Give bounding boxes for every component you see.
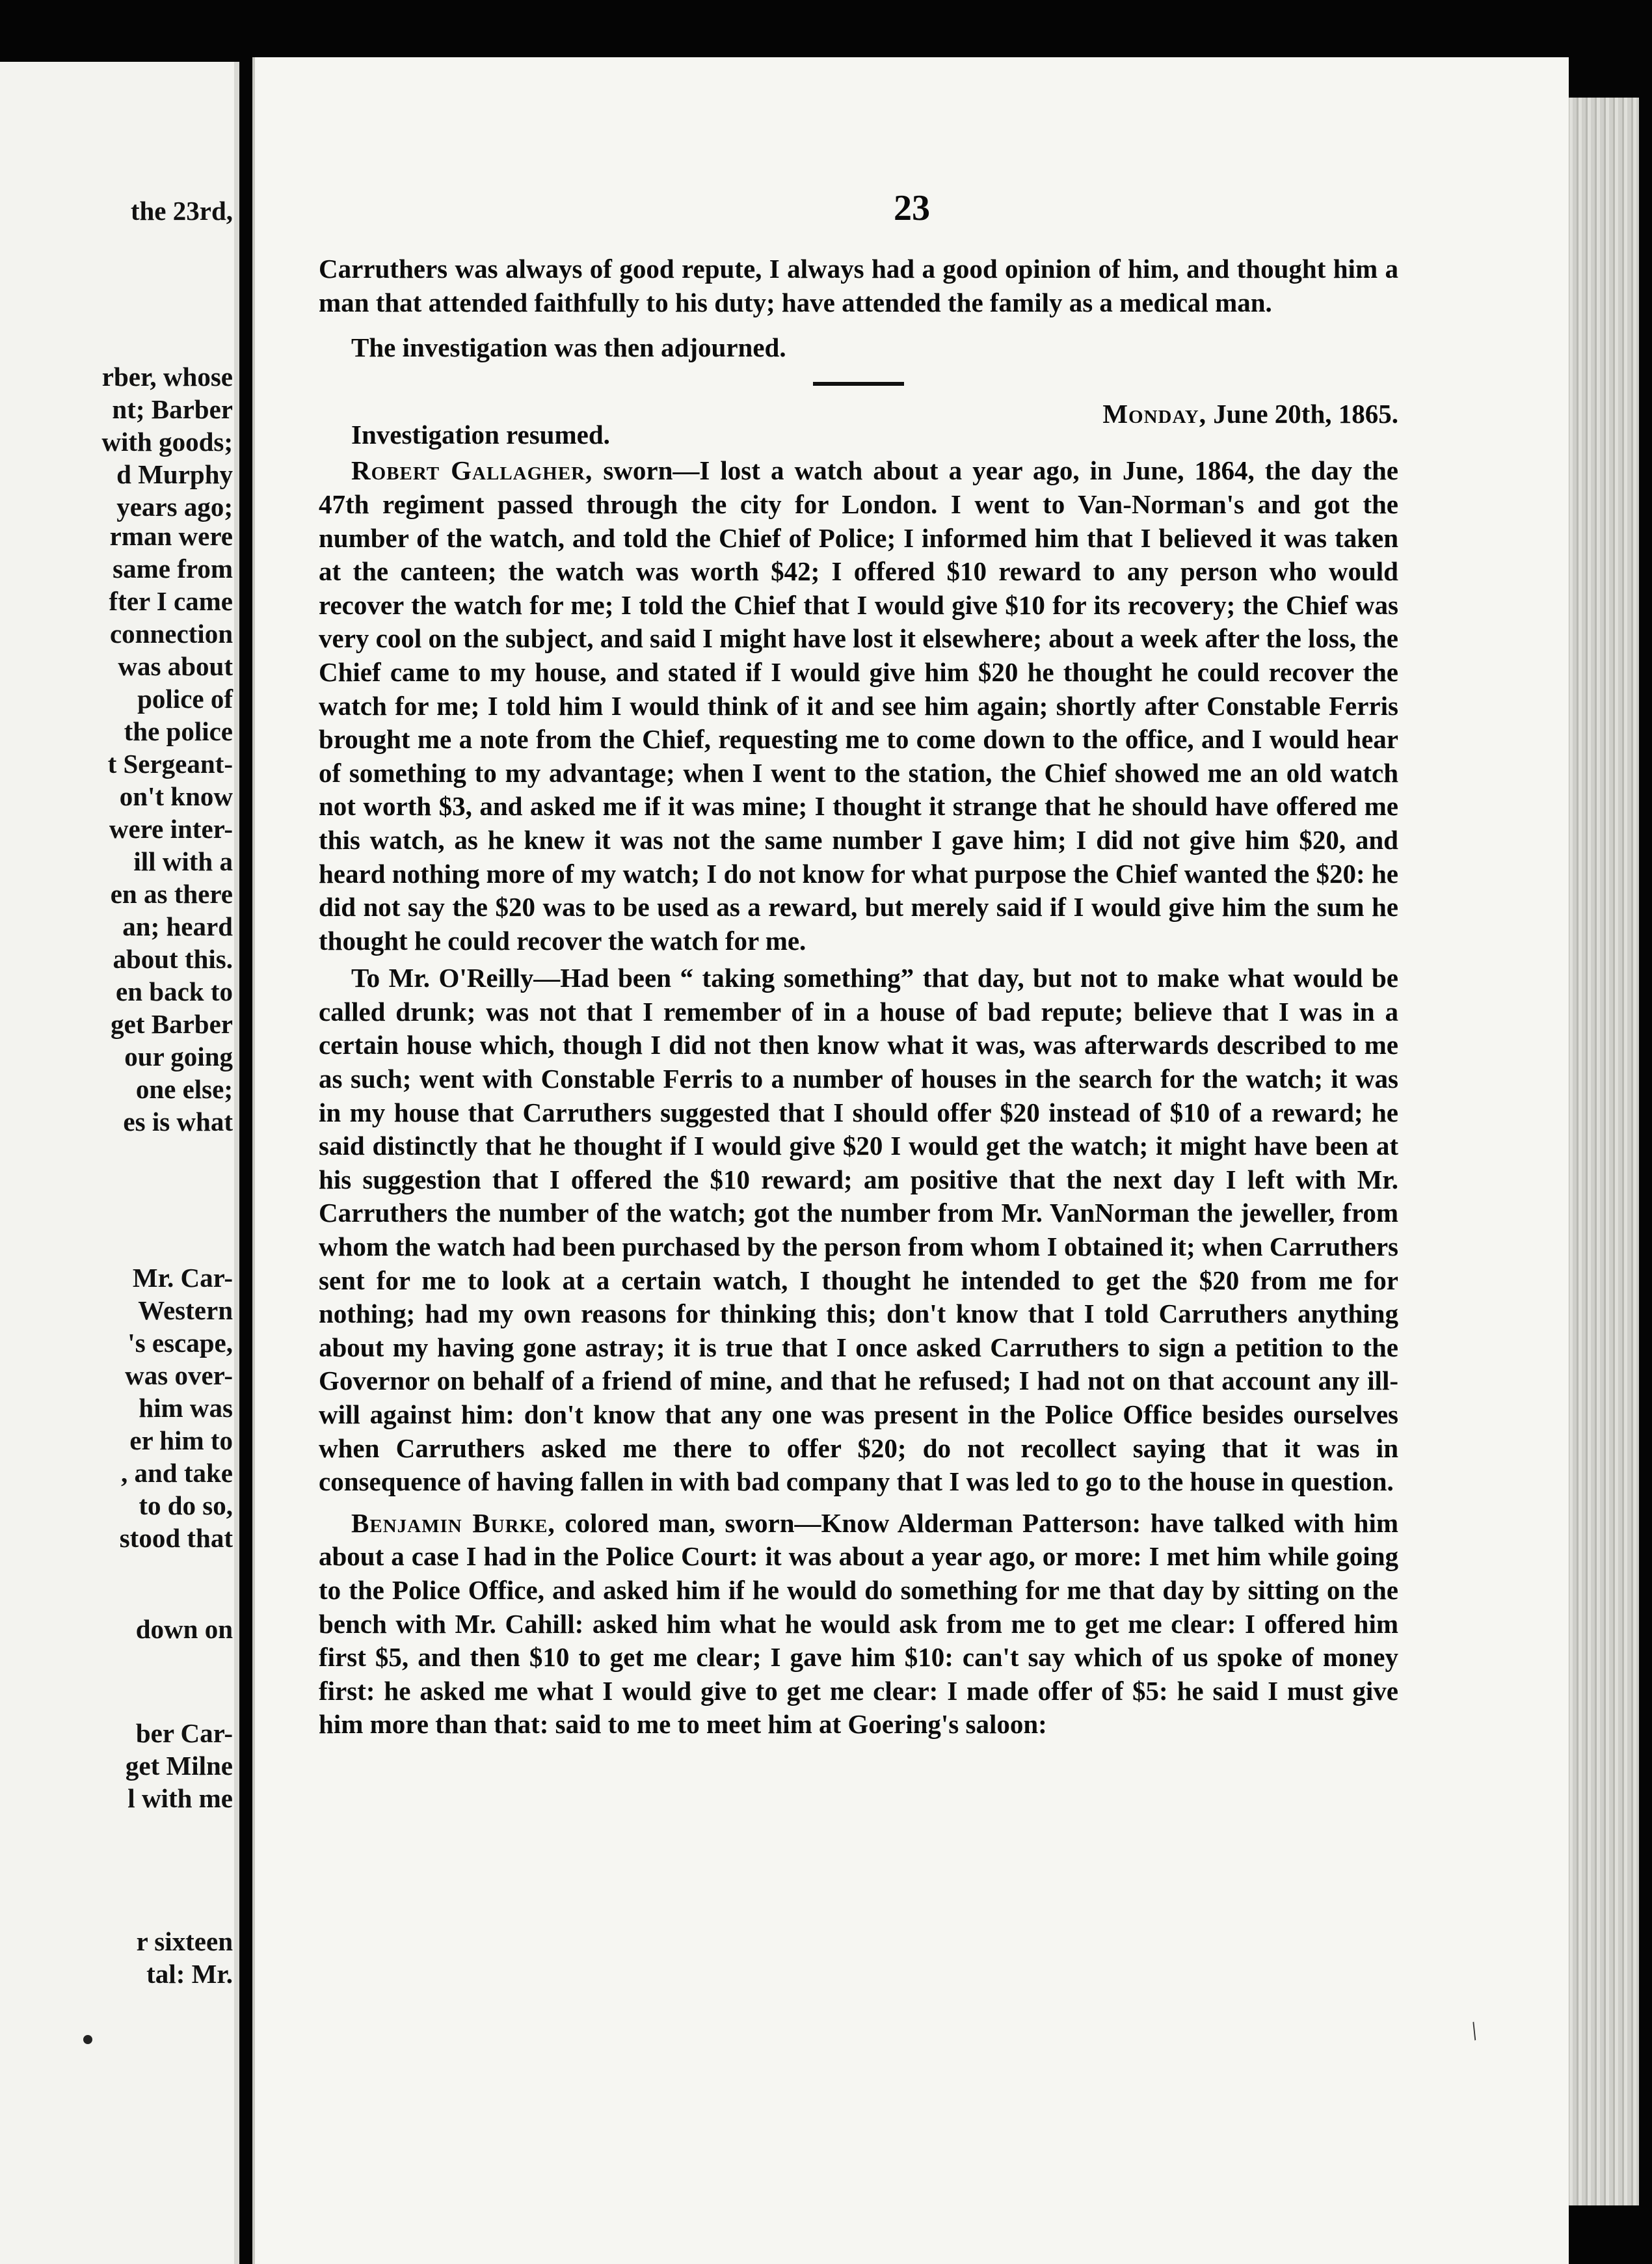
left-page-line: nt; Barber xyxy=(112,394,233,424)
left-page-line: l with me xyxy=(127,1783,233,1813)
left-page xyxy=(0,62,239,2264)
page-body xyxy=(319,252,1398,1742)
left-page-line: down on xyxy=(135,1614,233,1644)
left-page-line: on't know xyxy=(119,781,233,811)
left-page-line: en back to xyxy=(116,977,233,1006)
left-page-line: connection xyxy=(109,619,233,649)
left-page-line: was about xyxy=(118,651,233,681)
left-page-line: him was xyxy=(139,1393,233,1423)
page-number: 23 xyxy=(894,188,930,228)
left-page-line: police of xyxy=(137,684,233,714)
section-divider xyxy=(813,382,904,386)
date-day: Monday, xyxy=(1102,398,1206,429)
left-page-line: the police xyxy=(124,716,233,746)
left-page-line: ill with a xyxy=(133,846,233,876)
left-page-line: rman were xyxy=(109,521,233,551)
left-page-line: was over- xyxy=(125,1360,233,1390)
left-page-line: with goods; xyxy=(101,427,233,457)
session-date xyxy=(1102,398,1398,431)
testimony-gallagher xyxy=(319,454,1398,958)
left-page-line: d Murphy xyxy=(116,459,233,489)
left-page-line: stood that xyxy=(119,1523,233,1553)
testimony-burke-text: colored man, sworn—Know Alderman Patterson: have talked with him about a case I had in the Police Court: it was about a year ago, or more: I met him while going to the Police Office, and asked him if he would do something for me that day by sitting on the bench with Mr. Cahill: asked him what he would ask from me to get me clear: I offered him first $5, and then $10 to get me clear; I gave him $10: can't say which of us spoke of money first: he asked me what I would give to get me clear: I made offer of $5: he said I must give him more than that: said to me to meet him at Goering's saloon: xyxy=(319,1507,1398,1740)
date-rest: June 20th, 1865. xyxy=(1206,398,1398,429)
left-page-line: years ago; xyxy=(116,492,233,522)
session-heading xyxy=(319,398,1398,450)
left-page-line: , and take xyxy=(120,1458,233,1488)
left-page-line: 's escape, xyxy=(127,1328,233,1358)
left-page-line: Western xyxy=(138,1295,233,1325)
left-page-dot xyxy=(83,2035,92,2044)
left-page-line: Mr. Car- xyxy=(132,1263,233,1293)
left-page-line: fter I came xyxy=(109,586,233,616)
margin-mark: / xyxy=(1464,2015,1484,2046)
left-page-line: an; heard xyxy=(122,911,233,941)
cross-examination: To Mr. O'Reilly—Had been “ taking something” that day, but not to make what would be called drunk; was not that I remember of in a house of bad repute; believe that I was in a certain house which, though I did not then know what it was, was afterwards described to me as such; went with Constable Ferris to a number of houses in the search for the watch; it was in my house that Carruthers suggested that I should offer $20 instead of $10 of a reward; he said distinctly that he thought if I would give $20 I would get the watch; it might have been at his suggestion that I offered the $10 reward; am positive that the next day I left with Mr. Carruthers the number of the watch; got the number from Mr. VanNorman the jeweller, from whom the watch had been purchased by the person from whom I obtained it; when Carruthers sent for me to look at a certain watch, I thought he intended to get the $20 from me for nothing; had my own reasons for thinking this; don't know that I told Carruthers anything about my having gone astray; it is true that I once asked Carruthers to sign a petition to the Governor on behalf of a friend of mine, and that he refused; I had not on that account any ill-will against him: don't know that any one was present in the Police Office besides ourselves when Carruthers asked me there to offer $20; do not recollect saying that it was in consequence of having fallen in with bad company that I was led to go to the house in question. xyxy=(319,963,1398,1497)
right-page xyxy=(252,57,1569,2264)
left-page-line: tal: Mr. xyxy=(146,1959,233,1989)
left-page-line: ber Car- xyxy=(135,1718,233,1748)
left-page-line: er him to xyxy=(129,1425,233,1455)
paragraph-adjourned: The investigation was then adjourned. xyxy=(351,332,786,363)
left-page-line: about this. xyxy=(113,944,233,974)
paragraph-carruthers-repute: Carruthers was always of good repute, I always had a good opinion of him, and thought him a man that attended faithfully to his duty; have attended the family as a medical man. xyxy=(319,254,1398,317)
left-page-line: get Milne xyxy=(125,1751,233,1781)
left-page-line: en as there xyxy=(110,879,233,909)
left-page-line: get Barber xyxy=(111,1009,233,1039)
left-page-line: to do so, xyxy=(139,1490,233,1520)
left-page-line: es is what xyxy=(123,1107,233,1137)
left-page-line: same from xyxy=(113,554,233,584)
resumed-label: Investigation resumed. xyxy=(351,419,610,450)
testimony-burke xyxy=(319,1507,1398,1742)
left-page-line: our going xyxy=(124,1042,233,1071)
left-page-line: one else; xyxy=(135,1074,233,1104)
witness-name-burke: Benjamin Burke, xyxy=(351,1507,555,1538)
left-page-line: were inter- xyxy=(109,814,233,844)
left-page-line: rber, whose xyxy=(101,362,233,392)
left-page-line: the 23rd, xyxy=(130,196,233,226)
left-page-line: r sixteen xyxy=(136,1926,233,1956)
testimony-gallagher-text: sworn—I lost a watch about a year ago, in June, 1864, the day the 47th regiment passed through the city for London. I went to Van-Norman's and got the number of the watch, and told the Chief of Police; I informed him that I believed it was taken at the canteen; the watch was worth $42; I offered $10 reward to any person who would recover the watch for me; I told the Chief that I would give $10 for its recovery; the Chief was very cool on the subject, and said I might have lost it elsewhere; about a week after the loss, the Chief came to my house, and stated if I would give him $20 he thought he could recover the watch for me; I told him I would think of it and see him again; shortly after Constable Ferris brought me a note from the Chief, requesting me to come down to the office, and I would hear of something to my advantage; when I went to the station, the Chief showed me an old watch not worth $3, and asked me if it was mine; I thought it strange that he should have offered me this watch, as he knew it was not the same number I gave him; I did not give him $20, and heard nothing more of my watch; I do not know for what purpose the Chief wanted the $20: he did not say the $20 was to be used as a reward, but merely said if I would give him the sum he thought he could recover the watch for me. xyxy=(319,455,1398,956)
witness-name-gallagher: Robert Gallagher, xyxy=(351,455,593,486)
left-page-line: t Sergeant- xyxy=(107,749,233,779)
